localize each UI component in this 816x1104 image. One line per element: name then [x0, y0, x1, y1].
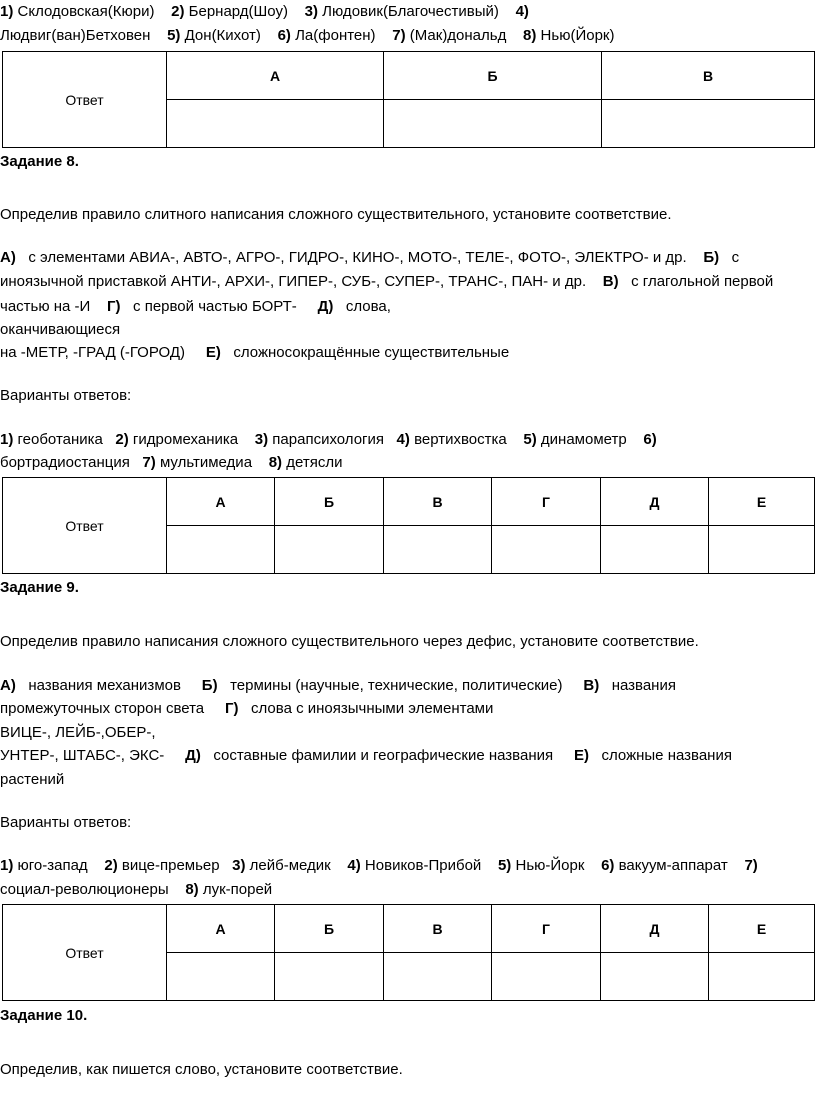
- row-label: Ответ: [3, 905, 167, 1001]
- answer-cell[interactable]: [167, 100, 384, 148]
- column-header: Г: [492, 478, 601, 526]
- rule-line: частью на -И Г) с первой частью БОРТ- Д) слова,: [0, 298, 391, 315]
- row-label: Ответ: [3, 478, 167, 574]
- task-instruction: Определив правило слитного написания сложного существительного, установите соответствие.: [0, 206, 672, 223]
- row-label: Ответ: [3, 52, 167, 148]
- rule-line: оканчивающиеся: [0, 321, 121, 338]
- variants-label: Варианты ответов:: [0, 814, 132, 831]
- column-header: Б: [275, 905, 384, 953]
- rule-line: УНТЕР-, ШТАБС-, ЭКС- Д) составные фамилии и географические названия Е) сложные названия: [0, 747, 732, 764]
- answer-variants-line: Людвиг(ван)Бетховен 5) Дон(Кихот) 6) Ла(фонтен) 7) (Мак)дональд 8) Нью(Йорк): [0, 27, 615, 44]
- column-header: В: [602, 52, 815, 100]
- task-instruction: Определив, как пишется слово, установите соответствие.: [0, 1061, 403, 1078]
- column-header: Д: [601, 905, 709, 953]
- column-header: В: [384, 478, 492, 526]
- rule-line: промежуточных сторон света Г) слова с иноязычными элементами: [0, 700, 494, 717]
- answer-table: [2, 51, 815, 148]
- answer-variants-line: 1) юго-запад 2) вице-премьер 3) лейб-медик 4) Новиков-Прибой 5) Нью-Йорк 6) вакуум-аппарат 7): [0, 857, 758, 874]
- answer-cell[interactable]: [492, 953, 601, 1001]
- rule-line: растений: [0, 771, 65, 788]
- rule-line: на -МЕТР, -ГРАД (-ГОРОД) Е) сложносокращённые существительные: [0, 344, 510, 361]
- answer-cell[interactable]: [384, 953, 492, 1001]
- column-header: Д: [601, 478, 709, 526]
- column-header: А: [167, 478, 275, 526]
- answer-cell[interactable]: [709, 953, 815, 1001]
- variants-label: Варианты ответов:: [0, 387, 132, 404]
- answer-variants-line: социал-революционеры 8) лук-порей: [0, 881, 273, 898]
- column-header: Е: [709, 905, 815, 953]
- answer-cell[interactable]: [602, 100, 815, 148]
- answer-table: [2, 477, 815, 574]
- rule-line: иноязычной приставкой АНТИ-, АРХИ-, ГИПЕР-, СУБ-, СУПЕР-, ТРАНС-, ПАН- и др. В) с глагольной первой: [0, 273, 774, 290]
- column-header: Г: [492, 905, 601, 953]
- column-header: Е: [709, 478, 815, 526]
- task-title: Задание 10.: [0, 1007, 88, 1024]
- column-header: А: [167, 905, 275, 953]
- task-title: Задание 8.: [0, 153, 79, 170]
- answer-cell[interactable]: [384, 526, 492, 574]
- column-header: Б: [275, 478, 384, 526]
- rule-line: А) названия механизмов Б) термины (научные, технические, политические) В) названия: [0, 677, 676, 694]
- column-header: Б: [384, 52, 602, 100]
- answer-cell[interactable]: [601, 953, 709, 1001]
- answer-cell[interactable]: [709, 526, 815, 574]
- answer-cell[interactable]: [275, 526, 384, 574]
- column-header: В: [384, 905, 492, 953]
- answer-cell[interactable]: [167, 953, 275, 1001]
- answer-table: [2, 904, 815, 1001]
- rule-line: А) с элементами АВИА-, АВТО-, АГРО-, ГИДРО-, КИНО-, МОТО-, ТЕЛЕ-, ФОТО-, ЭЛЕКТРО- и др. Б) с: [0, 249, 740, 266]
- answer-cell[interactable]: [492, 526, 601, 574]
- answer-cell[interactable]: [167, 526, 275, 574]
- answer-variants-line: 1) геоботаника 2) гидромеханика 3) парапсихология 4) вертихвостка 5) динамометр 6): [0, 431, 657, 448]
- answer-cell[interactable]: [384, 100, 602, 148]
- answer-variants-line: бортрадиостанция 7) мультимедиа 8) детясли: [0, 454, 343, 471]
- answer-variants-line: 1) Склодовская(Кюри) 2) Бернард(Шоу) 3) Людовик(Благочестивый) 4): [0, 3, 529, 20]
- answer-cell[interactable]: [275, 953, 384, 1001]
- task-instruction: Определив правило написания сложного существительного через дефис, установите соответствие.: [0, 633, 699, 650]
- answer-cell[interactable]: [601, 526, 709, 574]
- rule-line: ВИЦЕ-, ЛЕЙБ-,ОБЕР-,: [0, 724, 156, 741]
- column-header: А: [167, 52, 384, 100]
- task-title: Задание 9.: [0, 579, 79, 596]
